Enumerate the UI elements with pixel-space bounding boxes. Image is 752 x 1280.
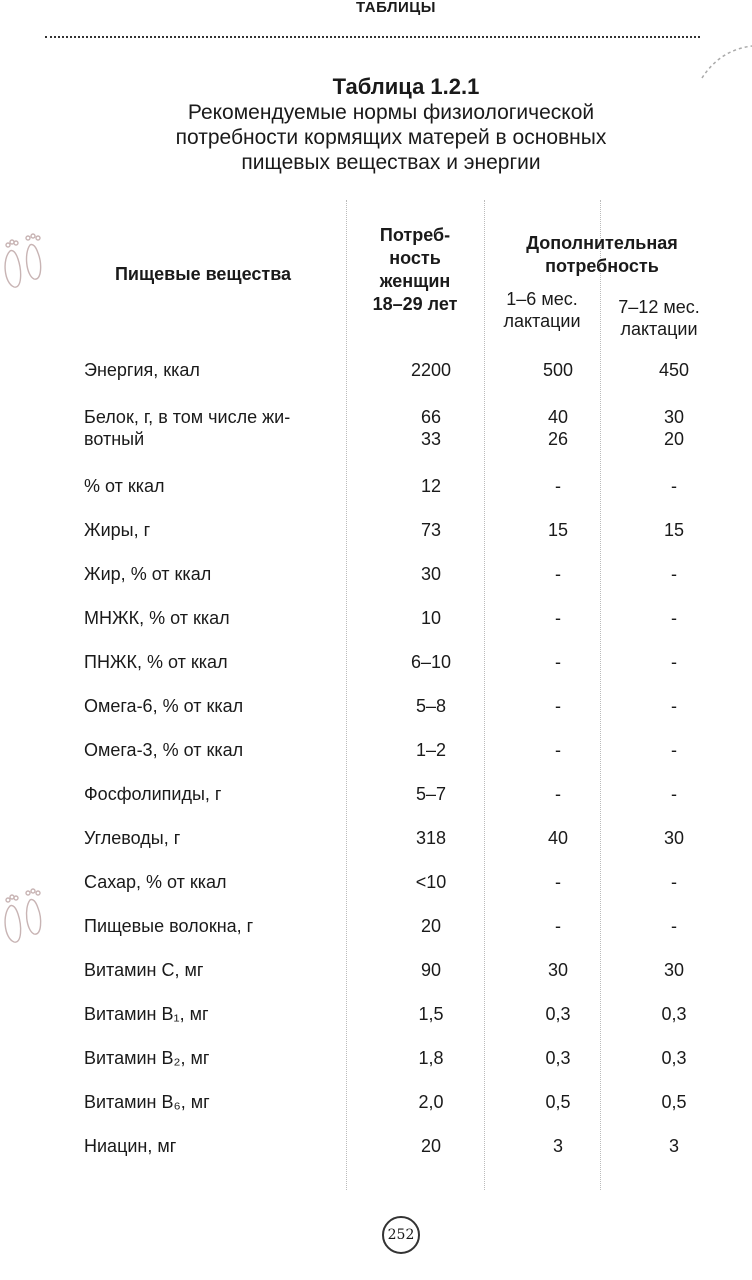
header-substance: Пищевые вещества: [114, 264, 292, 284]
table-row: [68, 816, 732, 860]
additional-7-12-value: [616, 948, 732, 992]
additional-1-6-value: [500, 1080, 616, 1124]
additional-7-12-value-line: 20: [663, 429, 685, 449]
additional-1-6-value: [500, 392, 616, 464]
additional-1-6-value: [500, 728, 616, 772]
nutrient-name-line: Белок, г, в том числе жи-: [84, 407, 291, 427]
additional-7-12-value: [616, 348, 732, 392]
need-value-line: 2,0: [418, 1092, 444, 1112]
need-value-line: 5–7: [415, 784, 447, 804]
need-value-line: 73: [420, 520, 442, 540]
additional-1-6-value-line: 40: [547, 828, 569, 848]
additional-7-12-value-line: -: [671, 608, 677, 628]
additional-7-12-value-line: 15: [663, 520, 685, 540]
header-additional-line: потребность: [545, 256, 659, 276]
nutrient-name-line: Углеводы, г: [84, 828, 181, 848]
additional-7-12-value: [616, 684, 732, 728]
table-title-line: Рекомендуемые нормы физиологической: [187, 101, 595, 124]
need-value: [362, 684, 500, 728]
additional-1-6-value-line: 0,3: [545, 1004, 571, 1024]
need-value-line: 2200: [410, 360, 452, 380]
additional-7-12-value-line: 30: [663, 828, 685, 848]
table-number: Таблица 1.2.1: [332, 74, 480, 99]
table-row: [68, 1080, 732, 1124]
need-value-line: 90: [420, 960, 442, 980]
table-row: [68, 728, 732, 772]
header-need-line: 18–29 лет: [372, 294, 458, 314]
need-value-line: 33: [420, 429, 442, 449]
additional-1-6-value-line: -: [555, 696, 561, 716]
nutrient-name-line: Омега-6, % от ккал: [84, 696, 244, 716]
need-value-line: 1,5: [418, 1004, 444, 1024]
additional-7-12-value: [616, 508, 732, 552]
table-row: [68, 392, 732, 464]
additional-7-12-value: [616, 860, 732, 904]
table-title-line: пищевых веществах и энергии: [241, 151, 541, 174]
page-number: 252: [382, 1216, 420, 1254]
baby-feet-icon: [0, 880, 48, 950]
additional-7-12-value: [616, 772, 732, 816]
table-row: [68, 772, 732, 816]
additional-7-12-value: [616, 392, 732, 464]
need-value: [362, 1124, 500, 1168]
additional-1-6-value-line: -: [555, 784, 561, 804]
header-lactation-1-6: [484, 288, 600, 332]
need-value-line: 6–10: [410, 652, 452, 672]
need-value: [362, 552, 500, 596]
additional-7-12-value-line: -: [671, 740, 677, 760]
additional-7-12-value-line: 30: [663, 407, 685, 427]
need-value: [362, 596, 500, 640]
need-value: [362, 904, 500, 948]
additional-7-12-value: [616, 992, 732, 1036]
additional-1-6-value: [500, 348, 616, 392]
nutrient-name: [68, 772, 362, 816]
header-need-line: женщин: [379, 271, 451, 291]
need-value-line: 30: [420, 564, 442, 584]
additional-7-12-value: [616, 596, 732, 640]
additional-7-12-value-line: -: [671, 916, 677, 936]
header-lactation-line: лактации: [503, 311, 581, 331]
header-lactation-7-12: [600, 296, 718, 340]
table-row: [68, 1124, 732, 1168]
additional-1-6-value: [500, 552, 616, 596]
header-need: [346, 224, 484, 316]
header-need-line: ность: [389, 248, 441, 268]
nutrient-name-line: Витамин С, мг: [84, 960, 204, 980]
additional-1-6-value-line: 500: [542, 360, 574, 380]
additional-1-6-value-line: 40: [547, 407, 569, 427]
nutrient-name: [68, 508, 362, 552]
additional-7-12-value-line: -: [671, 872, 677, 892]
need-value: [362, 464, 500, 508]
need-value-line: 20: [420, 916, 442, 936]
additional-7-12-value-line: -: [671, 652, 677, 672]
nutrient-name-line: Витамин В₆, мг: [84, 1092, 210, 1112]
additional-7-12-value-line: -: [671, 784, 677, 804]
additional-1-6-value-line: 0,3: [545, 1048, 571, 1068]
need-value-line: 20: [420, 1136, 442, 1156]
additional-1-6-value-line: -: [555, 652, 561, 672]
additional-7-12-value: [616, 1036, 732, 1080]
nutrient-name: [68, 948, 362, 992]
additional-1-6-value: [500, 1036, 616, 1080]
header-lactation-line: лактации: [620, 319, 698, 339]
additional-7-12-value-line: 0,5: [661, 1092, 687, 1112]
table-header: [68, 200, 716, 348]
column-divider: [346, 200, 347, 1190]
additional-7-12-value: [616, 1124, 732, 1168]
additional-1-6-value: [500, 596, 616, 640]
additional-7-12-value-line: 450: [658, 360, 690, 380]
additional-7-12-value: [616, 728, 732, 772]
need-value: [362, 772, 500, 816]
additional-1-6-value-line: -: [555, 564, 561, 584]
nutrient-name-line: % от ккал: [84, 476, 165, 496]
additional-1-6-value-line: -: [555, 916, 561, 936]
nutrient-name: [68, 464, 362, 508]
nutrient-name-line: Жир, % от ккал: [84, 564, 212, 584]
nutrient-name: [68, 596, 362, 640]
need-value: [362, 816, 500, 860]
table-row: [68, 992, 732, 1036]
nutrient-name-line: Ниацин, мг: [84, 1136, 177, 1156]
need-value: [362, 1036, 500, 1080]
nutrient-name-line: Фосфолипиды, г: [84, 784, 222, 804]
additional-1-6-value-line: 26: [547, 429, 569, 449]
additional-7-12-value: [616, 1080, 732, 1124]
table-row: [68, 904, 732, 948]
additional-7-12-value-line: -: [671, 564, 677, 584]
additional-1-6-value-line: 15: [547, 520, 569, 540]
additional-1-6-value: [500, 508, 616, 552]
header-lactation-line: 1–6 мес.: [506, 289, 578, 309]
header-additional: [488, 232, 716, 278]
nutrient-name-line: Омега-3, % от ккал: [84, 740, 244, 760]
additional-7-12-value-line: -: [671, 696, 677, 716]
table-row: [68, 464, 732, 508]
need-value-line: 66: [420, 407, 442, 427]
need-value-line: 5–8: [415, 696, 447, 716]
nutrient-name-line: Витамин В₂, мг: [84, 1048, 210, 1068]
table-row: [68, 348, 732, 392]
nutrient-name: [68, 860, 362, 904]
additional-7-12-value-line: 3: [668, 1136, 679, 1156]
dotted-divider: [45, 36, 700, 38]
nutrient-name: [68, 728, 362, 772]
additional-1-6-value: [500, 640, 616, 684]
baby-feet-icon: [0, 225, 48, 295]
table-row: [68, 596, 732, 640]
need-value: [362, 860, 500, 904]
column-divider: [484, 200, 485, 1190]
additional-1-6-value-line: -: [555, 740, 561, 760]
additional-7-12-value: [616, 904, 732, 948]
additional-7-12-value-line: -: [671, 476, 677, 496]
table-row: [68, 948, 732, 992]
table-row: [68, 860, 732, 904]
header-additional-line: Дополнительная: [526, 233, 678, 253]
additional-1-6-value: [500, 1124, 616, 1168]
need-value-line: <10: [415, 872, 447, 892]
need-value: [362, 992, 500, 1036]
nutrient-name: [68, 684, 362, 728]
table-row: [68, 640, 732, 684]
nutrient-name: [68, 816, 362, 860]
additional-7-12-value-line: 30: [663, 960, 685, 980]
nutrient-name-line: Пищевые волокна, г: [84, 916, 254, 936]
header-lactation-line: 7–12 мес.: [618, 297, 700, 317]
additional-1-6-value: [500, 860, 616, 904]
nutrient-name-line: вотный: [84, 429, 145, 449]
nutrient-name-line: ПНЖК, % от ккал: [84, 652, 228, 672]
additional-1-6-value-line: 0,5: [545, 1092, 571, 1112]
additional-1-6-value-line: 30: [547, 960, 569, 980]
table-row: [68, 552, 732, 596]
nutrient-name: [68, 1036, 362, 1080]
nutrient-name-line: Жиры, г: [84, 520, 151, 540]
need-value-line: 1,8: [418, 1048, 444, 1068]
need-value-line: 318: [415, 828, 447, 848]
need-value: [362, 508, 500, 552]
nutrient-name: [68, 1124, 362, 1168]
table-title-line: потребности кормящих матерей в основных: [175, 126, 607, 149]
additional-7-12-value: [616, 464, 732, 508]
nutrient-name: [68, 1080, 362, 1124]
additional-7-12-value: [616, 640, 732, 684]
nutrient-name-line: Витамин В₁, мг: [84, 1004, 209, 1024]
running-head: ТАБЛИЦЫ: [356, 0, 436, 16]
additional-1-6-value: [500, 464, 616, 508]
additional-1-6-value: [500, 816, 616, 860]
nutrient-name: [68, 392, 362, 464]
need-value: [362, 348, 500, 392]
additional-7-12-value-line: 0,3: [661, 1048, 687, 1068]
nutrient-name: [68, 552, 362, 596]
nutrient-name-line: Энергия, ккал: [84, 360, 200, 380]
nutrient-name: [68, 904, 362, 948]
nutrient-name: [68, 992, 362, 1036]
table-row: [68, 1036, 732, 1080]
nutrient-name: [68, 348, 362, 392]
table-row: [68, 508, 732, 552]
additional-1-6-value-line: 3: [552, 1136, 563, 1156]
need-value: [362, 392, 500, 464]
nutrient-name-line: МНЖК, % от ккал: [84, 608, 230, 628]
need-value: [362, 1080, 500, 1124]
additional-7-12-value: [616, 816, 732, 860]
additional-1-6-value: [500, 992, 616, 1036]
need-value-line: 12: [420, 476, 442, 496]
nutrient-name: [68, 640, 362, 684]
additional-1-6-value: [500, 904, 616, 948]
additional-1-6-value-line: -: [555, 872, 561, 892]
additional-1-6-value: [500, 772, 616, 816]
column-divider: [600, 200, 601, 1190]
need-value: [362, 948, 500, 992]
table-row: [68, 684, 732, 728]
nutrient-table: [68, 200, 716, 1168]
need-value: [362, 640, 500, 684]
additional-7-12-value: [616, 552, 732, 596]
need-value-line: 10: [420, 608, 442, 628]
need-value: [362, 728, 500, 772]
additional-1-6-value-line: -: [555, 476, 561, 496]
header-need-line: Потреб-: [379, 225, 451, 245]
additional-1-6-value-line: -: [555, 608, 561, 628]
additional-1-6-value: [500, 684, 616, 728]
additional-7-12-value-line: 0,3: [661, 1004, 687, 1024]
need-value-line: 1–2: [415, 740, 447, 760]
table-caption: [0, 74, 752, 175]
additional-1-6-value: [500, 948, 616, 992]
table-body: [68, 348, 732, 1168]
nutrient-name-line: Сахар, % от ккал: [84, 872, 227, 892]
